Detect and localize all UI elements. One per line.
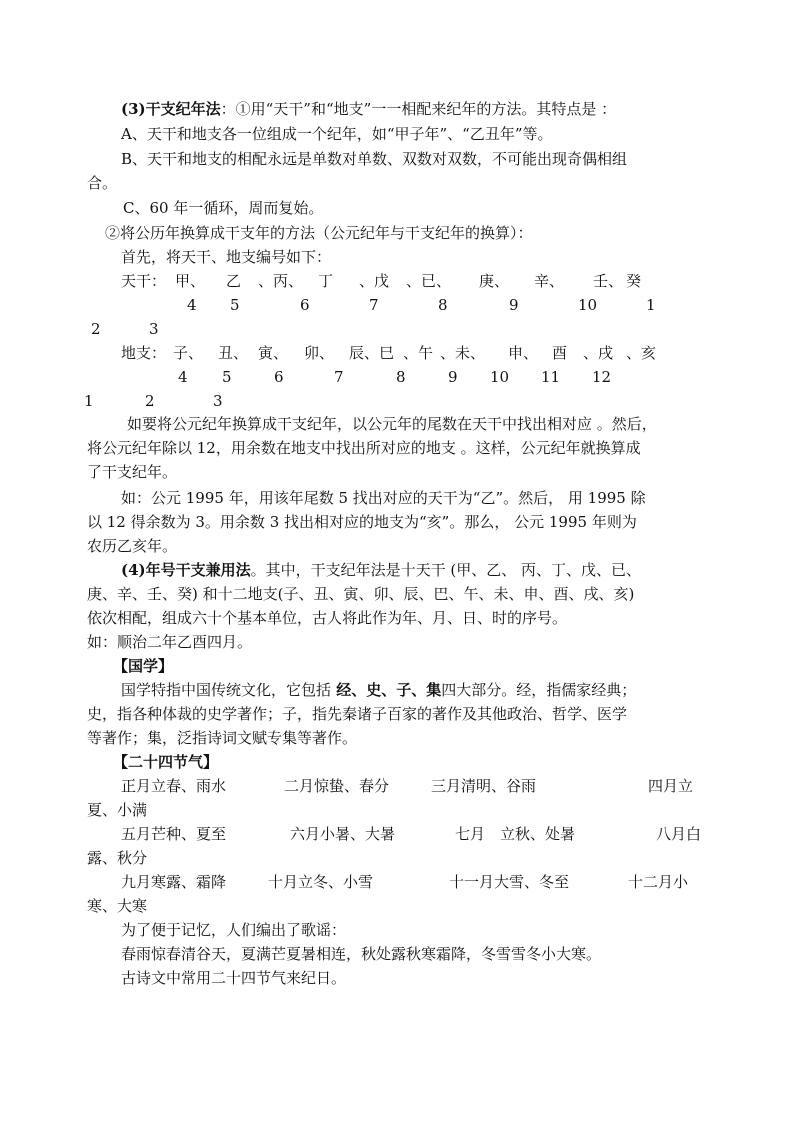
- dizhi-number: 2: [145, 392, 155, 410]
- tiangan-number: 5: [230, 296, 240, 314]
- tiangan-numbers-wrap: [0, 319, 794, 339]
- tiangan-item: 甲、: [175, 272, 206, 290]
- jieqi-row1: [0, 776, 794, 796]
- dizhi-item: 辰、巳: [349, 344, 395, 362]
- dizhi-item: 寅、: [258, 344, 289, 362]
- s3-intro: ：①用“天干”和“地支”一一相配来纪年的方法。其特点是 ：: [220, 100, 617, 118]
- dizhi-label: 地支：: [121, 344, 167, 362]
- dizhi-number: 10: [490, 368, 510, 386]
- tiangan-item: 辛、: [534, 272, 565, 290]
- s3-para1-line2: 将公元纪年除以 12，用余数在地支中找出所对应的地支 。这样，公元纪年就换算成: [87, 439, 641, 457]
- dizhi-item: 、午: [403, 344, 434, 362]
- tiangan-number: 6: [300, 296, 310, 314]
- tiangan-number: 7: [369, 296, 379, 314]
- jieqi-item: 九月寒露、霜降: [121, 873, 227, 891]
- s3-heading: (3)干支纪年法: [121, 100, 221, 118]
- dizhi-number: 7: [334, 368, 344, 386]
- tiangan-row: [121, 271, 681, 291]
- dizhi-item: 、未、: [440, 344, 486, 362]
- jieqi-item: 六月小暑、大暑: [290, 825, 396, 843]
- s3-para1-line1: 如要将公元纪年换算成干支纪年，以公元年的尾数在天干中找出相对应 。然后，: [127, 415, 657, 433]
- jieqi-item: 正月立春、雨水: [121, 777, 227, 795]
- dizhi-item: 酉: [552, 344, 568, 362]
- guoxue-text: 四大部分。经，指儒家经典；: [441, 681, 637, 699]
- dizhi-item: 、亥: [626, 344, 657, 362]
- jieqi-item: 三月清明、谷雨: [431, 777, 537, 795]
- jieqi-row2: [0, 824, 794, 844]
- jieqi-item: 四月立: [648, 777, 694, 795]
- dizhi-number: 9: [448, 368, 458, 386]
- tiangan-number: 9: [509, 296, 519, 314]
- jieqi-last: 古诗文中常用二十四节气来纪日。: [121, 969, 347, 987]
- jieqi-item: 十一月大雪、冬至: [449, 873, 570, 891]
- dizhi-number: 5: [222, 368, 232, 386]
- dizhi-number: 11: [541, 368, 561, 386]
- jieqi-item: 二月惊蛰、春分: [284, 777, 390, 795]
- tiangan-item: 壬、: [593, 272, 624, 290]
- jieqi-heading: 【二十四节气】: [113, 753, 219, 771]
- jieqi-row1-wrap: 夏、小满: [87, 801, 148, 819]
- s4-heading: (4)年号干支兼用法: [121, 561, 251, 579]
- tiangan-label: 天干：: [121, 272, 167, 290]
- s3-point-a: A、天干和地支各一位组成一个纪年，如“甲子年”、“乙丑年”等。: [121, 125, 553, 143]
- tiangan-number: 10: [578, 296, 598, 314]
- tiangan-numbers: [0, 295, 794, 315]
- jieqi-item: 八月白: [656, 825, 702, 843]
- guoxue-text: 国学特指中国传统文化，它包括: [121, 681, 332, 699]
- s3-point-b-line2: 合。: [87, 174, 118, 192]
- s3-para2-line3: 农历乙亥年。: [87, 537, 178, 555]
- tiangan-number: 8: [438, 296, 448, 314]
- tiangan-item: 乙: [226, 272, 242, 290]
- dizhi-number: 8: [396, 368, 406, 386]
- dizhi-numbers-wrap: [0, 391, 794, 411]
- jieqi-item: 七月 立秋、处暑: [455, 825, 576, 843]
- guoxue-line2: 史，指各种体裁的史学著作；子，指先秦诸子百家的著作及其他政治、哲学、医学: [87, 705, 628, 723]
- s3-para2-line1: 如：公元 1995 年，用该年尾数 5 找出对应的天干为“乙”。然后， 用 1995 除: [121, 489, 646, 507]
- s3-point-b-line1: B、天干和地支的相配永远是单数对单数、双数对双数，不可能出现奇偶相组: [121, 150, 628, 168]
- dizhi-item: 丑、: [218, 344, 249, 362]
- tiangan-number: 2: [91, 320, 101, 338]
- dizhi-number: 4: [178, 368, 188, 386]
- tiangan-number: 4: [187, 296, 197, 314]
- tiangan-item: 、丙、: [258, 272, 304, 290]
- dizhi-item: 卯、: [304, 344, 335, 362]
- jieqi-item: 十月立冬、小雪: [268, 873, 374, 891]
- jieqi-item: 十二月小: [628, 873, 689, 891]
- tiangan-number: 3: [149, 320, 159, 338]
- dizhi-number: 12: [592, 368, 612, 386]
- guoxue-heading: 【国学】: [113, 657, 174, 675]
- guoxue-line3: 等著作；集，泛指诗词文赋专集等著作。: [87, 729, 358, 747]
- s3-para1-line3: 了干支纪年。: [87, 463, 178, 481]
- dizhi-item: 子、: [173, 344, 204, 362]
- s4-line1: [121, 560, 641, 580]
- dizhi-item: 申、: [508, 344, 539, 362]
- jieqi-item: 五月芒种、夏至: [121, 825, 227, 843]
- s4-text: 。其中，干支纪年法是十天干 (甲、乙、 丙、丁、戊、已、: [250, 561, 642, 579]
- jieqi-row2-wrap: 露、秋分: [87, 849, 148, 867]
- tiangan-item: 癸: [626, 272, 642, 290]
- s4-line2: 庚、辛、壬、癸) 和十二地支(子、丑、寅、卯、辰、巴、午、未、申、酉、戌、亥): [87, 585, 635, 603]
- dizhi-row: [121, 343, 681, 363]
- jieqi-song: 春雨惊春清谷天，夏满芒夏暑相连，秋处露秋寒霜降，冬雪雪冬小大寒。: [121, 945, 602, 963]
- s3-intro-line: [121, 99, 616, 119]
- tiangan-item: 、已、: [406, 272, 452, 290]
- dizhi-item: 、戌: [583, 344, 614, 362]
- dizhi-number: 3: [213, 392, 223, 410]
- jieqi-row3: [0, 872, 794, 892]
- tiangan-item: 、戊: [359, 272, 390, 290]
- jieqi-song-intro: 为了便于记忆，人们编出了歌谣：: [121, 921, 347, 939]
- guoxue-keywords: 经、史、子、集: [331, 681, 442, 699]
- s4-example: 如：顺治二年乙酉四月。: [87, 633, 253, 651]
- jieqi-row3-wrap: 寒、大寒: [87, 897, 148, 915]
- s3-method-2: ②将公历年换算成干支年的方法（公元纪年与干支纪年的换算）：: [105, 224, 533, 242]
- s3-para2-line2: 以 12 得余数为 3。用余数 3 找出相对应的地支为“亥”。那么， 公元 1995 年则为: [87, 513, 637, 531]
- tiangan-item: 庚、: [479, 272, 510, 290]
- tiangan-item: 丁: [318, 272, 334, 290]
- dizhi-numbers: [0, 367, 794, 387]
- s3-first: 首先，将天干、地支编号如下：: [121, 248, 332, 266]
- dizhi-number: 6: [274, 368, 284, 386]
- tiangan-number: 1: [646, 296, 656, 314]
- s3-point-c: C、60 年一循环，周而复始。: [123, 199, 324, 217]
- s4-line3: 依次相配，组成六十个基本单位，古人将此作为年、月、日、时的序号。: [87, 609, 568, 627]
- guoxue-line1: [121, 680, 636, 700]
- dizhi-number: 1: [84, 392, 94, 410]
